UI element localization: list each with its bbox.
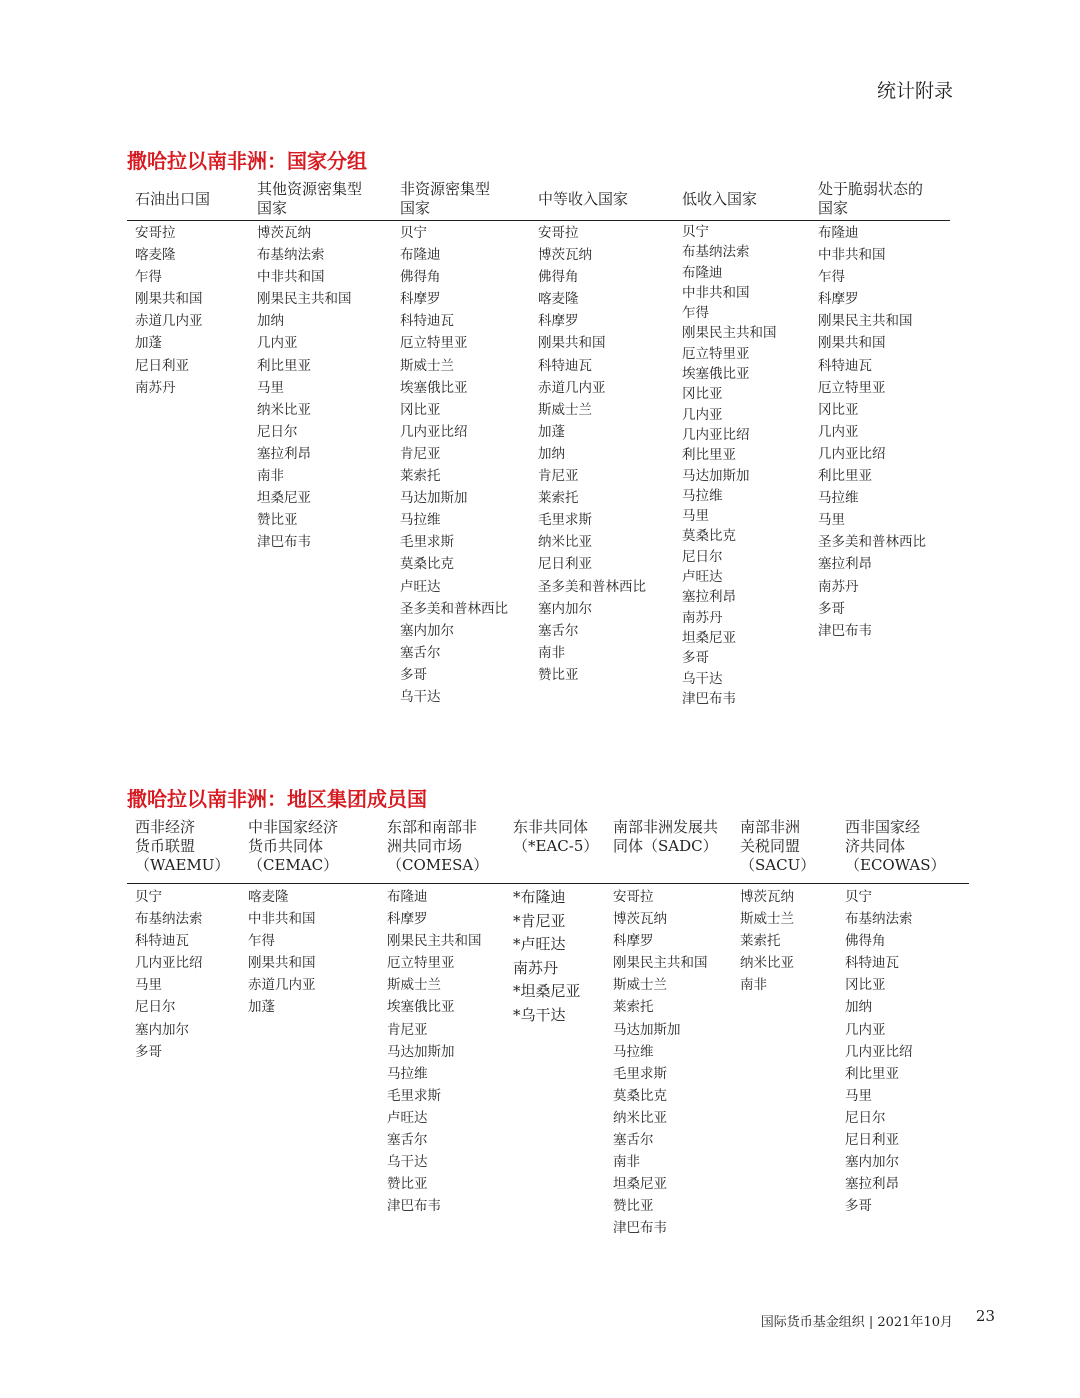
list-item: 赤道几内亚 <box>248 977 316 994</box>
list-item: 马里 <box>135 977 162 994</box>
list-item: 布隆迪 <box>400 247 441 264</box>
list-item: 中非共和国 <box>682 284 750 301</box>
list-item: 尼日尔 <box>682 548 723 565</box>
list-item: 厄立特里亚 <box>818 379 886 396</box>
list-item: 塞内加尔 <box>845 1154 899 1171</box>
list-item: 坦桑尼亚 <box>257 490 311 507</box>
list-item: 赞比亚 <box>538 666 579 683</box>
list-item: 博茨瓦纳 <box>538 247 592 264</box>
list-item: 刚果民主共和国 <box>613 955 708 972</box>
list-item: 冈比亚 <box>845 977 886 994</box>
list-item: 毛里求斯 <box>387 1087 441 1104</box>
section1-column-list <box>135 222 203 399</box>
list-item: 塞拉利昂 <box>818 556 872 573</box>
list-item: 科特迪瓦 <box>135 933 189 950</box>
list-item: 尼日利亚 <box>538 556 592 573</box>
section-title-regional-groups: 撒哈拉以南非洲：地区集团成员国 <box>127 787 427 811</box>
list-item: 塞内加尔 <box>135 1021 189 1038</box>
section1-column-heading: 处于脆弱状态的 国家 <box>818 180 924 217</box>
section1-column-heading: 其他资源密集型 国家 <box>257 180 363 217</box>
list-item: 津巴布韦 <box>613 1220 667 1237</box>
section1-column-list <box>682 222 777 709</box>
list-item: 肯尼亚 <box>387 1021 428 1038</box>
list-item: 布基纳法索 <box>135 911 203 928</box>
list-item: 马里 <box>845 1087 872 1104</box>
list-item: 刚果民主共和国 <box>818 313 913 330</box>
list-item: 南苏丹 <box>513 958 559 977</box>
section2-column-heading: 东非共同体 （*EAC-5） <box>513 818 599 855</box>
list-item: 马里 <box>818 512 845 529</box>
list-item: 塞内加尔 <box>400 622 454 639</box>
list-item: 南非 <box>613 1154 640 1171</box>
page-header-title: 统计附录 <box>876 80 953 102</box>
list-item: 几内亚比绍 <box>400 423 468 440</box>
list-item: 莱索托 <box>740 933 781 950</box>
list-item: 尼日尔 <box>257 423 298 440</box>
list-item: *乌干达 <box>513 1005 566 1024</box>
list-item: 几内亚比绍 <box>845 1043 913 1060</box>
list-item: 厄立特里亚 <box>400 335 468 352</box>
list-item: 几内亚 <box>845 1021 886 1038</box>
list-item: 几内亚 <box>257 335 298 352</box>
section-title-country-groups: 撒哈拉以南非洲：国家分组 <box>127 149 367 173</box>
list-item: 博茨瓦纳 <box>613 911 667 928</box>
list-item: 尼日利亚 <box>135 357 189 374</box>
list-item: 卢旺达 <box>387 1109 428 1126</box>
list-item: 喀麦隆 <box>135 247 176 264</box>
list-item: 毛里求斯 <box>400 534 454 551</box>
list-item: 几内亚 <box>818 423 859 440</box>
list-item: 卢旺达 <box>682 569 723 586</box>
list-item: 马拉维 <box>400 512 441 529</box>
list-item: 厄立特里亚 <box>387 955 455 972</box>
list-item: 刚果共和国 <box>135 291 203 308</box>
list-item: 加纳 <box>845 999 872 1016</box>
list-item: 刚果共和国 <box>818 335 886 352</box>
list-item: 南非 <box>538 644 565 661</box>
list-item: 马达加斯加 <box>400 490 468 507</box>
list-item: 马里 <box>682 508 709 525</box>
list-item: 多哥 <box>818 600 845 617</box>
list-item: 利比里亚 <box>682 447 736 464</box>
list-item: 贝宁 <box>400 225 427 241</box>
list-item: 塞拉利昂 <box>682 589 736 606</box>
list-item: 斯威士兰 <box>387 977 441 994</box>
list-item: 佛得角 <box>538 269 579 286</box>
list-item: 尼日尔 <box>845 1109 886 1126</box>
list-item: 马拉维 <box>818 490 859 507</box>
list-item: 塞舌尔 <box>538 622 579 639</box>
list-item: 冈比亚 <box>818 401 859 418</box>
list-item: 马达加斯加 <box>613 1021 681 1038</box>
list-item: 马达加斯加 <box>387 1043 455 1060</box>
list-item: 赤道几内亚 <box>538 379 606 396</box>
list-item: 斯威士兰 <box>400 357 454 374</box>
section1-column-heading: 石油出口国 <box>135 190 211 208</box>
list-item: 埃塞俄比亚 <box>387 999 455 1016</box>
list-item: 乍得 <box>682 305 709 322</box>
list-item: 安哥拉 <box>613 889 654 905</box>
section1-column-list <box>818 222 926 642</box>
list-item: 利比里亚 <box>257 357 311 374</box>
list-item: 埃塞俄比亚 <box>400 379 468 396</box>
list-item: 喀麦隆 <box>248 889 289 905</box>
list-item: 塞拉利昂 <box>257 445 311 462</box>
section2-column-list <box>513 886 581 1027</box>
list-item: *坦桑尼亚 <box>513 982 581 1000</box>
section2-column-heading: 西非国家经 济共同体 （ECOWAS） <box>845 818 946 874</box>
list-item: 津巴布韦 <box>818 622 872 639</box>
list-item: 几内亚 <box>682 406 723 423</box>
section2-column-list <box>135 886 203 1063</box>
list-item: 科摩罗 <box>818 291 859 308</box>
list-item: 科摩罗 <box>613 933 654 950</box>
list-item: 加蓬 <box>538 423 565 440</box>
list-item: 安哥拉 <box>538 225 579 241</box>
list-item: 津巴布韦 <box>682 690 736 707</box>
section2-column-list <box>248 886 316 1019</box>
list-item: 埃塞俄比亚 <box>682 366 750 383</box>
list-item: 南非 <box>257 468 284 485</box>
list-item: 刚果民主共和国 <box>257 291 352 308</box>
section1-column-heading: 非资源密集型 国家 <box>400 180 491 217</box>
list-item: 冈比亚 <box>682 386 723 403</box>
list-item: 几内亚比绍 <box>135 955 203 972</box>
list-item: 赞比亚 <box>257 512 298 529</box>
list-item: 圣多美和普林西比 <box>538 578 646 595</box>
footer-text: 国际货币基金组织 | 2021年10月 <box>760 1315 953 1330</box>
list-item: 塞内加尔 <box>538 600 592 617</box>
list-item: 乌干达 <box>387 1154 428 1171</box>
list-item: 乌干达 <box>400 688 441 705</box>
list-item: 坦桑尼亚 <box>613 1176 667 1193</box>
list-item: 尼日利亚 <box>845 1132 899 1149</box>
list-item: 贝宁 <box>845 889 872 905</box>
list-item: 刚果民主共和国 <box>682 325 777 342</box>
list-item: 马里 <box>257 379 284 396</box>
list-item: 莱索托 <box>538 490 579 507</box>
list-item: 乍得 <box>135 269 162 286</box>
list-item: 塞舌尔 <box>400 644 441 661</box>
section2-column-list <box>613 886 708 1240</box>
list-item: 纳米比亚 <box>613 1109 667 1126</box>
list-item: 利比里亚 <box>818 468 872 485</box>
section2-column-list <box>740 886 794 996</box>
list-item: 毛里求斯 <box>538 512 592 529</box>
list-item: 圣多美和普林西比 <box>400 600 508 617</box>
list-item: 马拉维 <box>682 487 723 504</box>
list-item: 斯威士兰 <box>740 911 794 928</box>
list-item: 利比里亚 <box>845 1065 899 1082</box>
list-item: 布隆迪 <box>682 264 723 281</box>
list-item: 南苏丹 <box>682 609 723 626</box>
list-item: 纳米比亚 <box>740 955 794 972</box>
list-item: 科特迪瓦 <box>818 357 872 374</box>
section1-column-list <box>400 222 508 708</box>
list-item: *布隆迪 <box>513 888 566 906</box>
list-item: 卢旺达 <box>400 578 441 595</box>
list-item: 塞拉利昂 <box>845 1176 899 1193</box>
list-item: 刚果民主共和国 <box>387 933 482 950</box>
list-item: 科摩罗 <box>400 291 441 308</box>
list-item: 多哥 <box>845 1198 872 1215</box>
list-item: 莫桑比克 <box>613 1087 667 1104</box>
list-item: 津巴布韦 <box>257 534 311 551</box>
list-item: 佛得角 <box>400 269 441 286</box>
list-item: 中非共和国 <box>257 269 325 286</box>
list-item: 博茨瓦纳 <box>740 889 794 905</box>
list-item: 博茨瓦纳 <box>257 225 311 241</box>
list-item: 南苏丹 <box>135 379 176 396</box>
list-item: 佛得角 <box>845 933 886 950</box>
list-item: 科摩罗 <box>538 313 579 330</box>
list-item: 加纳 <box>257 313 284 330</box>
list-item: *肯尼亚 <box>513 911 566 930</box>
section1-column-list <box>538 222 646 686</box>
list-item: 圣多美和普林西比 <box>818 534 926 551</box>
list-item: 安哥拉 <box>135 225 176 241</box>
list-item: 坦桑尼亚 <box>682 629 736 646</box>
list-item: 毛里求斯 <box>613 1065 667 1082</box>
list-item: 莫桑比克 <box>682 528 736 545</box>
section1-column-heading: 中等收入国家 <box>538 190 629 208</box>
list-item: 肯尼亚 <box>400 445 441 462</box>
section2-column-heading: 中非国家经济 货币共同体 （CEMAC） <box>248 818 339 874</box>
list-item: 马拉维 <box>387 1065 428 1082</box>
list-item: 多哥 <box>135 1043 162 1060</box>
list-item: 几内亚比绍 <box>682 426 750 443</box>
list-item: 加纳 <box>538 445 565 462</box>
list-item: 布隆迪 <box>818 225 859 241</box>
list-item: 莫桑比克 <box>400 556 454 573</box>
list-item: 冈比亚 <box>400 401 441 418</box>
list-item: 塞舌尔 <box>387 1132 428 1149</box>
section2-column-heading: 西非经济 货币联盟 （WAEMU） <box>135 818 230 874</box>
section2-column-heading: 南部非洲发展共 同体（SADC） <box>613 818 719 855</box>
list-item: 科摩罗 <box>387 911 428 928</box>
list-item: 喀麦隆 <box>538 291 579 308</box>
list-item: 赤道几内亚 <box>135 313 203 330</box>
list-item: 加蓬 <box>248 999 275 1016</box>
list-item: 布基纳法索 <box>257 247 325 264</box>
section2-header-rule <box>127 883 969 884</box>
list-item: 纳米比亚 <box>538 534 592 551</box>
list-item: 布基纳法索 <box>845 911 913 928</box>
section1-header-rule <box>127 220 950 221</box>
list-item: 布基纳法索 <box>682 244 750 261</box>
list-item: 肯尼亚 <box>538 468 579 485</box>
section1-column-list <box>257 222 352 553</box>
list-item: 赞比亚 <box>613 1198 654 1215</box>
page-number: 23 <box>975 1307 995 1325</box>
section1-column-heading: 低收入国家 <box>682 190 758 208</box>
list-item: 几内亚比绍 <box>818 445 886 462</box>
list-item: 津巴布韦 <box>387 1198 441 1215</box>
list-item: 马拉维 <box>613 1043 654 1060</box>
list-item: 塞舌尔 <box>613 1132 654 1149</box>
list-item: 多哥 <box>400 666 427 683</box>
list-item: 加蓬 <box>135 335 162 352</box>
list-item: 马达加斯加 <box>682 467 750 484</box>
list-item: 贝宁 <box>135 889 162 905</box>
list-item: 莱索托 <box>400 468 441 485</box>
list-item: 乌干达 <box>682 670 723 687</box>
list-item: 中非共和国 <box>818 247 886 264</box>
list-item: *卢旺达 <box>513 935 566 953</box>
section2-column-heading: 南部非洲 关税同盟 （SACU） <box>740 818 816 874</box>
list-item: 中非共和国 <box>248 911 316 928</box>
list-item: 赞比亚 <box>387 1176 428 1193</box>
list-item: 科特迪瓦 <box>400 313 454 330</box>
list-item: 多哥 <box>682 650 709 667</box>
list-item: 南非 <box>740 977 767 994</box>
list-item: 乍得 <box>248 933 275 950</box>
list-item: 厄立特里亚 <box>682 345 750 362</box>
list-item: 莱索托 <box>613 999 654 1016</box>
section2-column-list <box>387 886 482 1217</box>
list-item: 斯威士兰 <box>613 977 667 994</box>
list-item: 斯威士兰 <box>538 401 592 418</box>
list-item: 刚果共和国 <box>538 335 606 352</box>
list-item: 刚果共和国 <box>248 955 316 972</box>
section2-column-heading: 东部和南部非 洲共同市场 （COMESA） <box>387 818 489 874</box>
list-item: 乍得 <box>818 269 845 286</box>
section2-column-list <box>845 886 913 1217</box>
list-item: 科特迪瓦 <box>845 955 899 972</box>
list-item: 科特迪瓦 <box>538 357 592 374</box>
list-item: 贝宁 <box>682 224 709 240</box>
list-item: 尼日尔 <box>135 999 176 1016</box>
list-item: 南苏丹 <box>818 578 859 595</box>
list-item: 布隆迪 <box>387 889 428 905</box>
list-item: 纳米比亚 <box>257 401 311 418</box>
